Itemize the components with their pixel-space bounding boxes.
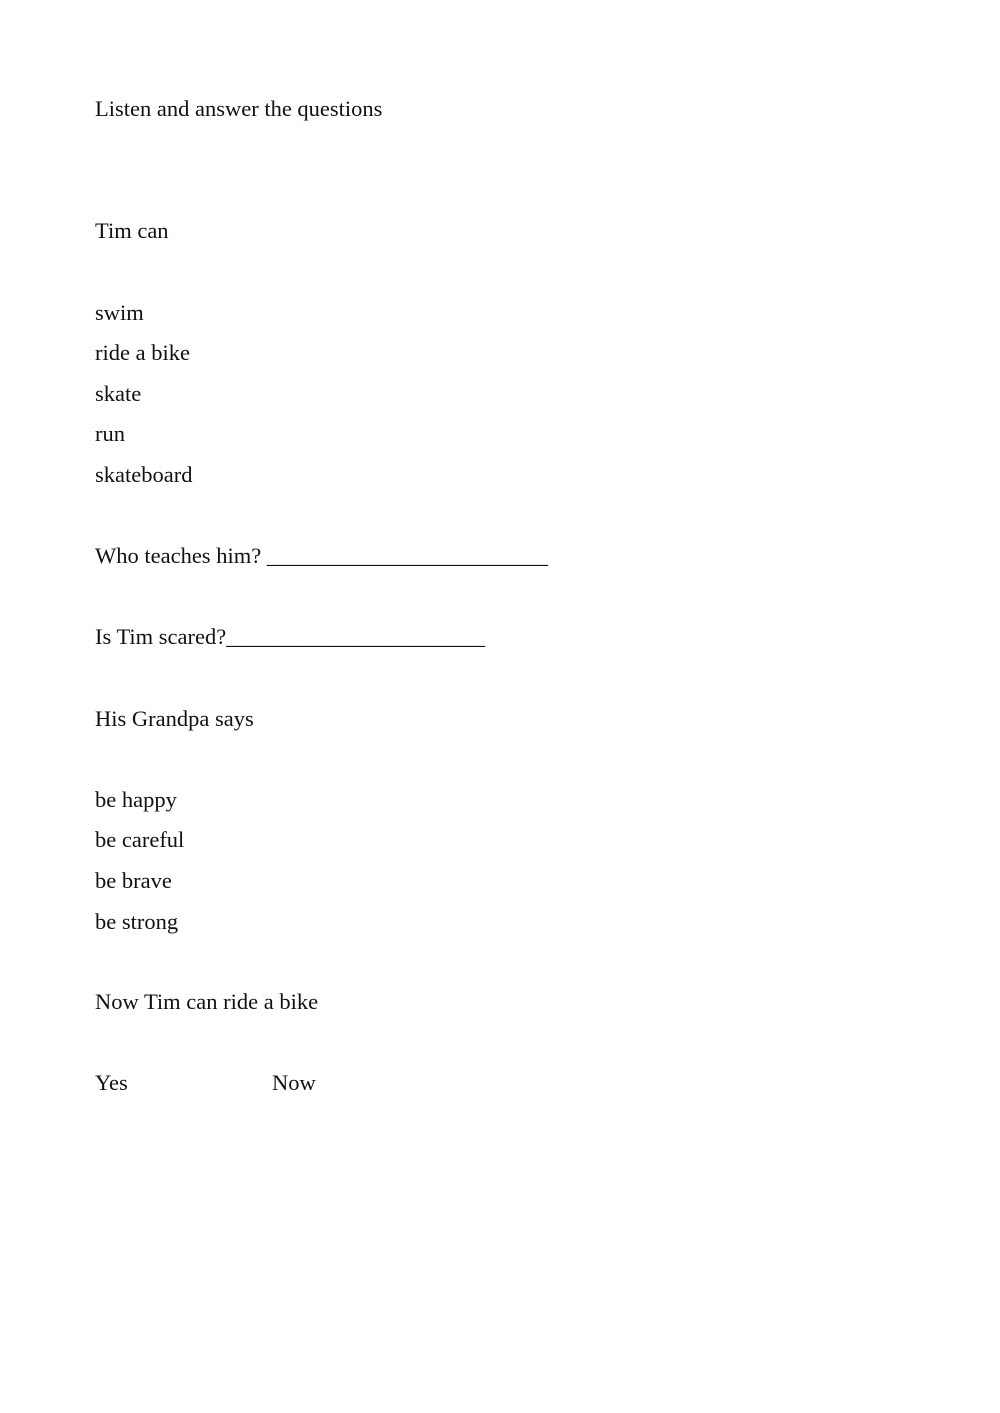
q4-option-be-careful[interactable]: be careful — [95, 827, 185, 852]
question-4-prompt: His Grandpa says — [95, 706, 254, 731]
question-2-who-teaches[interactable]: Who teaches him? _________________________ — [95, 543, 549, 568]
q1-option-swim[interactable]: swim — [95, 300, 144, 325]
q4-option-be-happy[interactable]: be happy — [95, 787, 177, 812]
q4-option-be-strong[interactable]: be strong — [95, 909, 179, 934]
q5-option-yes[interactable]: Yes — [95, 1070, 128, 1095]
question-5-options — [95, 1072, 495, 1098]
q1-option-ride-a-bike[interactable]: ride a bike — [95, 340, 190, 365]
q4-option-be-brave[interactable]: be brave — [95, 868, 172, 893]
q1-option-run[interactable]: run — [95, 421, 125, 446]
q5-option-now[interactable]: Now — [272, 1070, 316, 1095]
question-1-prompt: Tim can — [95, 218, 169, 243]
q1-option-skateboard[interactable]: skateboard — [95, 462, 193, 487]
question-5-prompt: Now Tim can ride a bike — [95, 989, 319, 1014]
question-3-is-tim-scared[interactable]: Is Tim scared?_______________________ — [95, 624, 485, 649]
q1-option-skate[interactable]: skate — [95, 381, 142, 406]
instruction-heading: Listen and answer the questions — [95, 96, 383, 121]
